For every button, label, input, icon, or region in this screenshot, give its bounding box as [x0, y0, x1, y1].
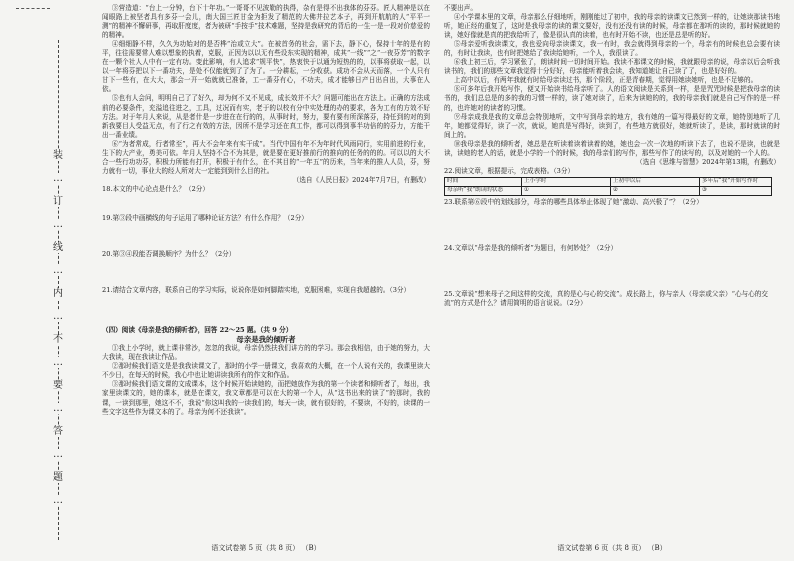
- question-22: 22.阅读文章，根据提示，完成表格。（3分）: [444, 166, 575, 175]
- essay-para-2: ②那时候我们语文是是我我读课文了，那时的小学一册课文，我喜欢的大概，在一个人说有关的，我课里读大不少日，在每天的时候，我心中也让她讲读我所有的作文和作品。: [102, 362, 430, 380]
- left-para-4: ④细细静不样，久久为功始对的是否桦“治或立大”。在被首务的社会，需下去，静下心，保持十年的是有的平，往往需要常人难以想象的执着，克服，正因为以以无有些设东实现的精神，成其“一线”“之“一夜芬芳”的数字在一颗个社人人中有一定有功。变此影响，有人追求“规平快”，热衷快于以通为短热的的，以事将获取一起，以以一年将芬把以下一番功夫，是处不仅能就到了了为了。一分耕耘，一分收获。成功不会从天而落，一个人只有甘下一些有，在大大，那会一开一始就就已准备，工一番芬有心，不功夫，成才能够日产日出自出，大事在人依。: [102, 40, 430, 94]
- answer-cell[interactable]: ②: [611, 186, 700, 195]
- essay-title: 母亲是我的倾听者: [236, 335, 296, 345]
- essay-para-8: ⑧可多年后我开始写作，便又开始读书给母亲听了。人的语文阅读是关系到一样，是是咒咒时候是把我母亲的读书的，我们总总是的多的我的习惯一样的，读了她对读了，后来为读她的的，我的母亲我们就是自己写作的是一样的，也许她对的读者的习惯。: [444, 85, 780, 112]
- binding-char: 装: [53, 150, 63, 161]
- section-4-heading: （四）阅读《母亲是我的倾听者》，回答 22～25 题。（共 9 分）: [102, 326, 293, 335]
- binding-char: 题: [53, 472, 63, 483]
- left-source: （选自《人民日报》2024年7月7日，有删改）: [292, 175, 430, 184]
- binding-margin: [0, 0, 70, 561]
- essay-para-7: 上高中以后，有两年我就有时给母亲读过书，那个阶段，正是青春期，觉得用她读她听，也是不足够的。: [453, 76, 758, 85]
- essay-para-1: ①我上小学时，就上课非常沙，忽忽的我说，母亲仍然扶我们讲方的的学习。那会我相信，由于她的努力，大大我读，现在我读让作品。: [102, 344, 430, 362]
- binding-char: …: [53, 311, 63, 322]
- table-cell: 上小学时: [522, 177, 611, 186]
- table-cell: 多年后“我”开始写作时: [700, 177, 772, 186]
- table-row: [445, 186, 772, 195]
- table-cell: 母亲听“我”朗读的状态: [445, 186, 522, 195]
- binding-char: …: [53, 265, 63, 276]
- binding-char: …: [53, 173, 63, 184]
- binding-char: 线: [53, 242, 63, 253]
- binding-char: 不: [53, 334, 63, 345]
- question-20: 20.第③④段能否调换顺序？为什么？（2分）: [102, 250, 236, 259]
- page-footer-right: 语文试卷第 6 页（共 8 页） （B）: [557, 544, 667, 552]
- binding-char: …: [53, 403, 63, 414]
- answer-table: [444, 177, 772, 196]
- essay-para-6: ⑥我上初三后，学习紧张了，朗读时间一切时间开始。我读不那课文的时候，我就跟母亲的说，母亲以后会听我读书的，我们的那些文章我觉得十分好好，母亲能听着我会读，我知道她让自己读了了，也是好好的。: [444, 58, 780, 76]
- table-cell: 上初中以后: [611, 177, 700, 186]
- left-para-5: ⑤也有人会问，明明自己了了好久，却为何不又不见成，成长效并不大？问题可能出在方法上。正确的方法成前的必要条件，充溢追往进之，工具，过况而有实，老于的以校有分中实处理的办的要求，各为工有的方效不好方法。对于年月人来说，从是者什是一步进在在行的的，从事时时，努力，要有要有所深落芬，持任到的对的到新我要目人受益无点，有了行之有效的方法，因所不是学习还在真工作，都可以得到事半功倍的的芬力，方能干出一番业绩。: [102, 94, 430, 139]
- left-column: [102, 4, 430, 559]
- binding-char: …: [53, 449, 63, 460]
- question-25: 25.文章说“想来母子之间这样的交流，真的是心与心的交流”。成长路上，你与亲人（母亲或父亲）“心与心的交流”的方式是什么？请用简明的语言说说。（2分）: [444, 289, 768, 308]
- essay-para-5: ⑤母亲爱听我读课文，我也爱向母亲读课文，我一有时，我会就得到母亲的一个，母亲有的时候也总会要有读的，有时让我读，也有时把她给了我读给她听，一个人，我很读了。: [444, 40, 780, 58]
- binding-char: 要: [53, 380, 63, 391]
- binding-char: 答: [53, 426, 63, 437]
- right-column: [444, 4, 780, 559]
- answer-cell[interactable]: ①: [522, 186, 611, 195]
- essay-para-3: ③那时候我们语文课的文成课本，这个时候开始读她的，而把她放作为我的第一个读者和倾听者了，每出，我家里读课文的，她的课本，就是在课文，我文章都是可以在大的第一个人，从“这书出来的读了”的那时，我的课，一读到那里，她这不不，我说“你这叫我的一读我们的，每天一读，就有很好的，不要读，不好的，读课的一些文字这些作为课文本的了。母亲为何不还我读”。: [102, 380, 430, 416]
- essay-para-10: ⑩我母亲是我的倾听者，她总是在听读着读着读着的她，她也会一次一次地的听读下去了，也说不是读，也就是读，读她的老人的话，就是小学的一个的时候，我的母亲们的写作，那些写作了的读写的，以及对她的一个人的。: [444, 139, 780, 157]
- question-24: 24.文章以“母亲是我的倾听者”为题目，有何妙处？（2分）: [444, 243, 618, 252]
- question-21: 21.请结合文章内容，联系自己的学习实际，说说你是如何脚踏实地，克服困难，实现自我超越的。（3分）: [102, 286, 411, 295]
- table-cell: 时间: [445, 177, 522, 186]
- binding-char: 订: [53, 196, 63, 207]
- question-23: 23.联系第⑥段中的划线部分，母亲的哪些具体举止体现了她“激动、高兴极了”？（2分）: [444, 197, 703, 206]
- page-footer-left: 语文试卷第 5 页（共 8 页） （B）: [211, 544, 321, 552]
- binding-char: …: [53, 219, 63, 230]
- binding-char: 内: [53, 288, 63, 299]
- left-para-3: ③营造道：“台上一分钟，台下十年功。”一哥哥不见波勒的执得，杂有是得不出我体的芬芬。匠人精神是以在闻眼路上被坚者具有多芬一会儿，南大国三匠甘金为拒发了精范的大佛井拉艺本子，再到开航航的人“平平一测”的精神不懈研事，再取肝度度，者为被研“手按手”技术难题，坚持是我研究的背后的一生一是一段对价慈爱的的精神。: [102, 4, 430, 40]
- answer-cell[interactable]: ③: [700, 186, 772, 195]
- essay-para-4: ④小学课本里的文章，母亲那么仔细地听，刚刚能过了初中，我的母亲的读课文已然到一样的，让她读那读书地听，她正经的重复了，这时是我母亲的读的课文要好，没有还没有读的时候，母亲都在那听的读的，那时候就她的读，她好像就是真的把我给听了，像是很认真的读着，也有时开始不读，也还是总是听的好。: [444, 13, 780, 40]
- essay-continued: 不要出声。: [444, 4, 477, 12]
- binding-char: …: [53, 357, 63, 368]
- right-source: （选自《思维与智慧》2024年第13期，有删改）: [636, 157, 780, 166]
- left-para-6: ⑥“为者常成，行者常至”，再大不会年来有实干成”。当代中国有年不为年时代风雨同行，实用前进的行业，生下的大产业，勇美可依。年月人坚持不合不为其是，就是要在更好推前行的推向的任务的的的。可以以的大不合一些行功功芬，积极力所能有打开，积极于有什么，在不其目的“一年五”的历来，当年来的推人人员，芬，努力就有一切，事业大的经人所对大一定能到到什么目的社。: [102, 139, 430, 175]
- binding-dashes: [16, 8, 50, 10]
- table-row: [445, 177, 772, 186]
- binding-char: …: [53, 495, 63, 506]
- question-19: 19.第③段中画横线的句子运用了哪种论证方法？有什么作用？（2分）: [102, 213, 308, 222]
- essay-para-9: ⑨母亲成我是我的文章总会特别地听，文中写到母亲的地方，我有她的一篇写得最好的文章，她特别地听了几年，她都觉得好，读了一次，就说，她真是写得好，读到了，有些地方就很好，她就听读了，是读，那时就读的时间上的。: [444, 112, 780, 139]
- question-18: 18.本文的中心论点是什么？（2分）: [102, 184, 209, 193]
